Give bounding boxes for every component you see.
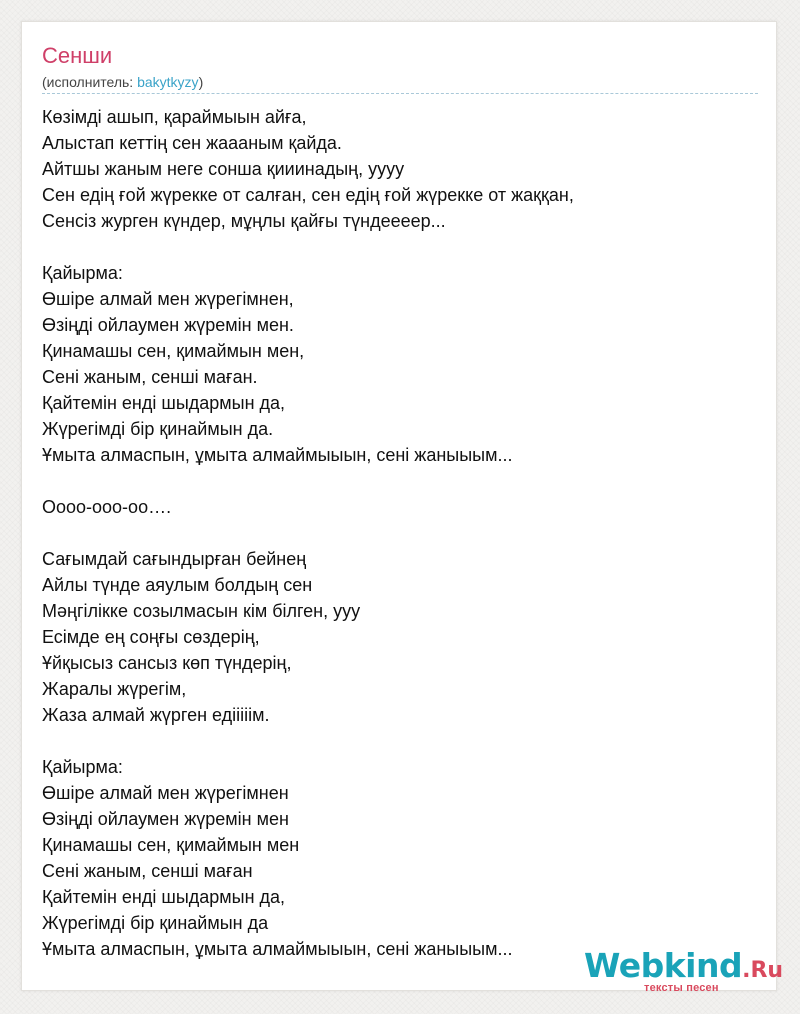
lyric-line: Өшіре алмай мен жүрегімнен, xyxy=(42,289,294,309)
lyric-line: Жүрегімді бір қинаймын да xyxy=(42,913,269,933)
lyric-line: Жаза алмай жүрген едііііім. xyxy=(42,705,270,725)
lyric-line: Қинамашы сен, қимаймын мен, xyxy=(42,341,305,361)
lyric-line: Өзіңді ойлаумен жүремін мен xyxy=(42,809,289,829)
lyric-line: Ұйқысыз сансыз көп түндерің, xyxy=(42,653,292,673)
lyric-line: Ұмыта алмаспын, ұмыта алмаймыыын, сені жаныыым... xyxy=(42,445,513,465)
lyric-line: Сағымдай сағындырған бейнең xyxy=(42,549,307,569)
lyric-line: Қайтемін енді шыдармын да, xyxy=(42,887,286,907)
lyric-line: Жаралы жүрегім, xyxy=(42,679,187,699)
lyric-line: Өшіре алмай мен жүрегімнен xyxy=(42,783,289,803)
lyric-line: Алыстап кеттің сен жаааным қайда. xyxy=(42,133,342,153)
lyric-line: Сен едің ғой жүрекке от салған, сен едің ғой жүрекке от жаққан, xyxy=(42,185,574,205)
dashed-separator xyxy=(42,93,758,94)
lyric-blank-line xyxy=(42,520,758,546)
artist-link[interactable]: bakytkyzy xyxy=(137,74,199,90)
lyric-line: Айлы түнде аяулым болдың сен xyxy=(42,575,313,595)
logo-word: Webkind xyxy=(584,946,743,985)
lyric-blank-line xyxy=(42,728,758,754)
lyric-line: Есімде ең соңғы сөздерің, xyxy=(42,627,260,647)
lyric-line: Қайтемін енді шыдармын да, xyxy=(42,393,286,413)
lyric-line: Өзіңді ойлаумен жүремін мен. xyxy=(42,315,294,335)
song-title: Сенши xyxy=(42,43,113,68)
webkind-logo[interactable] xyxy=(584,946,784,996)
lyric-blank-line xyxy=(42,468,758,494)
artist-prefix: (исполнитель: xyxy=(42,74,138,90)
lyric-line: Жүрегімді бір қинаймын да. xyxy=(42,419,274,439)
lyric-line: Сенсіз журген күндер, мұңлы қайғы түндеееер... xyxy=(42,211,446,231)
lyric-line: Оооо-ооо-оо…. xyxy=(42,497,172,517)
lyric-line: Мәңгілікке созылмасын кім білген, ууу xyxy=(42,601,361,621)
artist-line xyxy=(42,73,203,91)
lyric-blank-line xyxy=(42,234,758,260)
artist-suffix: ) xyxy=(198,74,204,90)
lyric-line: Сені жаным, сенші маған xyxy=(42,861,253,881)
lyric-line: Қайырма: xyxy=(42,757,123,777)
lyrics-text xyxy=(42,104,758,962)
lyric-line: Айтшы жаным неге сонша қииинадың, уууу xyxy=(42,159,405,179)
lyric-line: Ұмыта алмаспын, ұмыта алмаймыыын, сені жаныыым... xyxy=(42,939,513,959)
logo-tld: .Ru xyxy=(742,958,784,983)
lyric-line: Көзімді ашып, қараймыын айға, xyxy=(42,107,307,127)
lyrics-card xyxy=(21,21,784,994)
logo-tagline: тексты песен xyxy=(644,982,719,994)
lyric-line: Сені жаным, сенші маған. xyxy=(42,367,258,387)
lyric-line: Қинамашы сен, қимаймын мен xyxy=(42,835,300,855)
lyric-line: Қайырма: xyxy=(42,263,123,283)
